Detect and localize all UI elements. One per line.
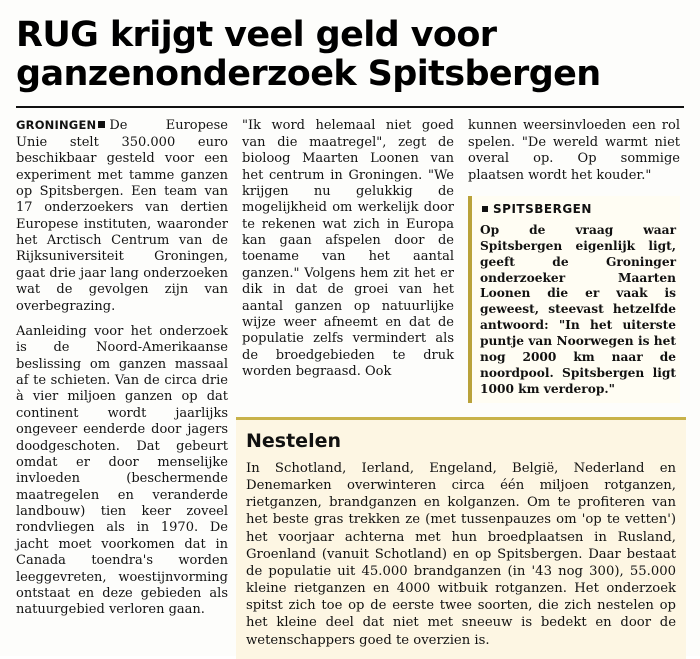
nestelen-body: In Schotland, Ierland, Engeland, België, Nederland en Denemarken overwinteren circa één miljoen rotganzen, rietganzen, brandganzen en kolganzen. Om te profiteren van het beste gras trekken ze (met tussenpauzes om 'op te vetten') het voorjaar achterna met hun broedplaatsen in Rusland, Groenland (vanuit Schotland) en op Spitsbergen. Daar bestaat de populatie uit 45.000 brandganzen (in '43 nog 300), 55.000 kleine rietganzen en 4000 witbuik rotganzen. Het onderzoek spitst zich toe op de eerste twee soorten, die zich nestelen op het kleine deel dat niet met sneeuw is bedekt en door de wetenschappers goed te overzien is.: [246, 461, 676, 648]
headline-line-2: ganzenonderzoek Spitsbergen: [16, 54, 601, 95]
sidebar-title: SPITSBERGEN: [493, 201, 592, 216]
headline-divider: [16, 106, 684, 108]
sidebar-heading: [472, 198, 680, 223]
square-bullet-icon: [482, 206, 488, 212]
nestelen-box: [236, 417, 686, 659]
square-bullet-icon: [98, 121, 105, 128]
dateline: GRONINGEN: [16, 118, 97, 133]
paragraph-text: De Europese Unie stelt 350.000 euro beschikbaar gesteld voor een experiment met tamme ganzen op Spitsbergen. Een team van 17 onderzoekers van dertien Europese instituten, waaronder het Arctisch Centrum van de Rijksuniversiteit Groningen, gaat drie jaar lang onderzoeken wat de gevolgen zijn van overbegrazing.: [16, 118, 228, 314]
paragraph: "Ik word helemaal niet goed van die maatregel", zegt de bioloog Maarten Loonen van het centrum in Groningen. "We krijgen nu gelukkig de mogelijkheid om werkelijk door te rekenen wat zich in Europa kan gaan afspelen door de toename van het aantal ganzen." Volgens hem zit het er dik in dat de groei van het aantal ganzen op natuurlijke wijze weer afneemt en dat de populatie zelfs vermindert als de broedgebieden te druk worden begraasd. Ook: [242, 118, 454, 379]
column-one: [16, 118, 228, 627]
headline-line-1: RUG krijgt veel geld voor: [16, 15, 497, 55]
paragraph: Aanleiding voor het onderzoek is de Noord-Amerikaanse beslissing om ganzen massaal af te schieten. Van de circa drie à vier miljoen ganzen op dat continent wordt jaarlijks ongeveer eenderde door jagers doodgeschoten. Dat gebeurt omdat er door menselijke invloeden (beschermende maatregelen en veranderde landbouw) tien keer zoveel rondvliegen als in 1970. De jacht moet voorkomen dat in Canada toendra's worden leeggevreten, woestijnvorming ontstaat en deze gebieden als natuurgebied verloren gaan.: [16, 323, 228, 618]
paragraph: [16, 118, 228, 315]
page-title: [16, 16, 688, 94]
spitsbergen-sidebar: [468, 196, 680, 404]
paragraph: kunnen weersinvloeden een rol spelen. "De wereld warmt niet overal op. Op sommige plaatsen wordt het kouder.": [468, 118, 680, 183]
nestelen-title: Nestelen: [246, 430, 341, 452]
sidebar-body: Op de vraag waar Spitsbergen eigenlijk ligt, geeft de Groninger onderzoeker Maarten Loonen die er vaak is geweest, steevast hetzelfde antwoord: "In het uiterste puntje van Noorwegen is het nog 2000 km naar de noordpool. Spitsbergen ligt 1000 km verderop.": [480, 222, 676, 396]
